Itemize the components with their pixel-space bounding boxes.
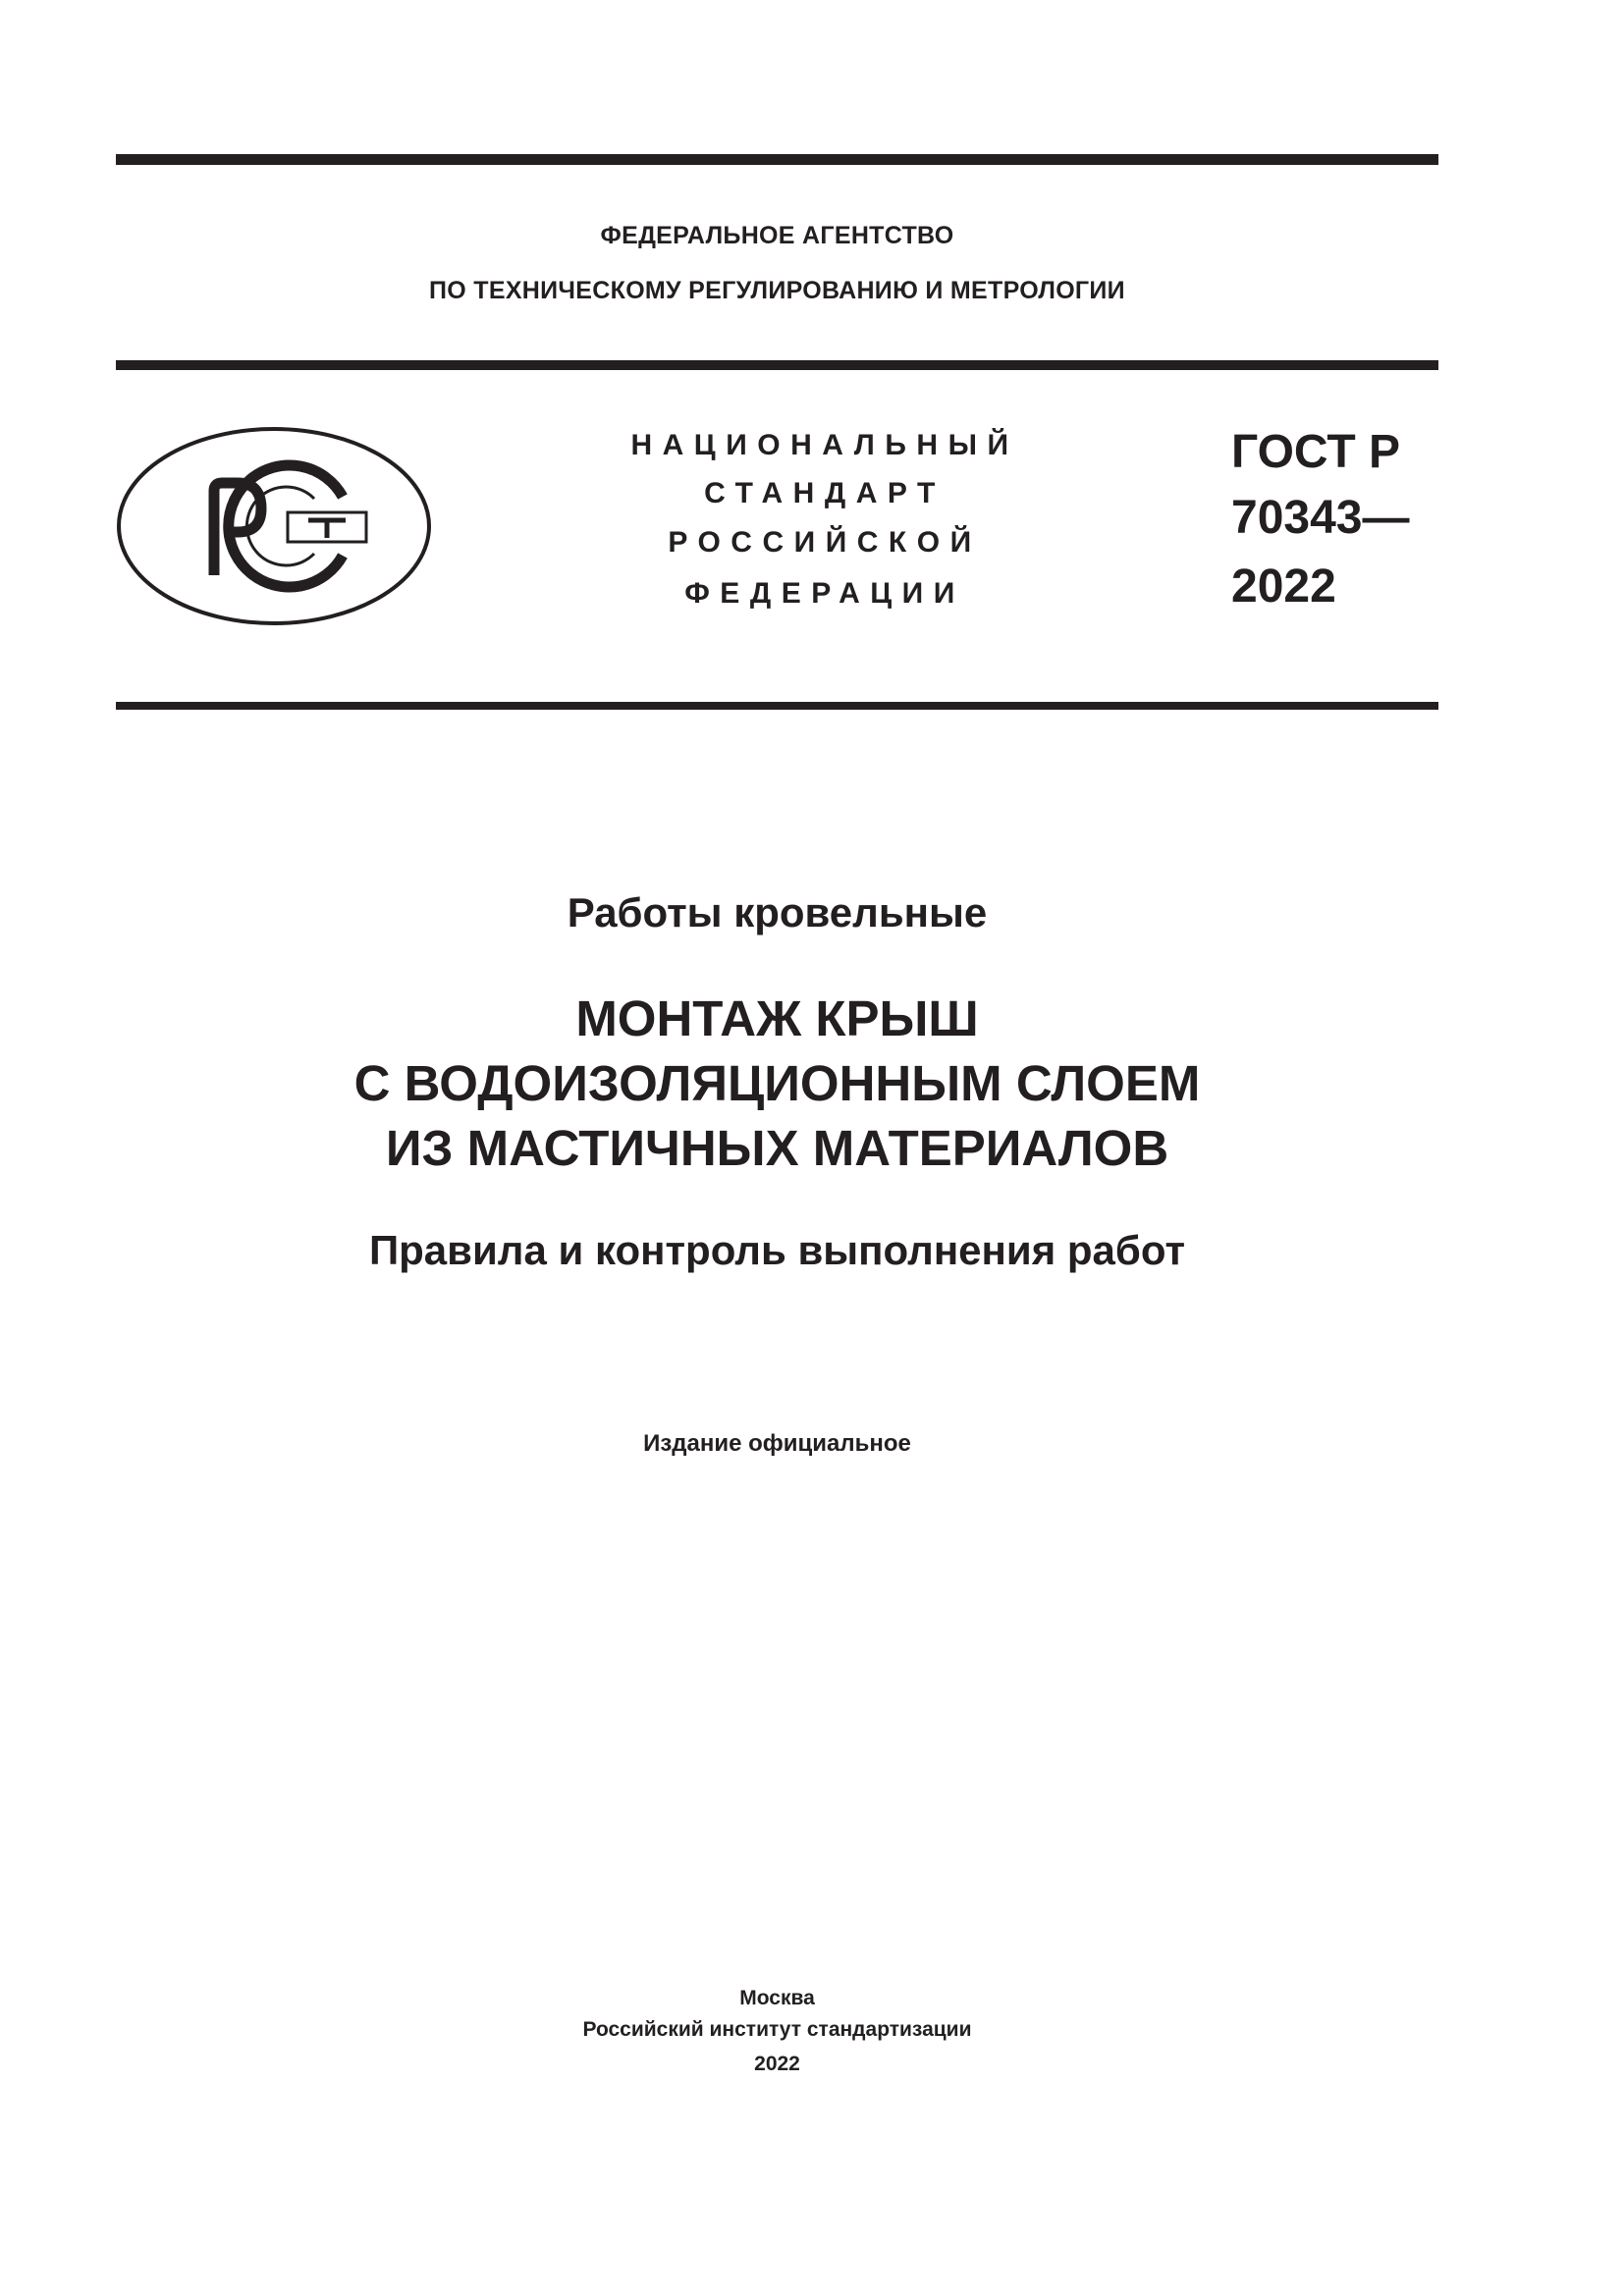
standard-type-line2: СТАНДАРТ [704,477,946,509]
document-title-line3: ИЗ МАСТИЧНЫХ МАТЕРИАЛОВ [385,1120,1169,1176]
header-rule [116,360,1438,370]
standard-type-line3: РОССИЙСКОЙ [668,526,982,559]
document-title-line1: МОНТАЖ КРЫШ [575,990,979,1046]
agency-name-line1: ФЕДЕРАЛЬНОЕ АГЕНТСТВО [600,222,954,249]
designation-line1: ГОСТ Р [1231,426,1401,478]
designation-line2: 70343— [1231,492,1410,544]
footer-year: 2022 [754,2053,800,2075]
document-title-line2: С ВОДОИЗОЛЯЦИОННЫМ СЛОЕМ [353,1055,1201,1111]
top-rule [116,154,1438,165]
edition-label: Издание официальное [643,1430,911,1457]
document-title-rules: Правила и контроль выполнения работ [368,1227,1186,1273]
footer-city: Москва [739,1987,815,2009]
agency-name-line2: ПО ТЕХНИЧЕСКОМУ РЕГУЛИРОВАНИЮ И МЕТРОЛОГИИ [429,277,1125,304]
designation-line3: 2022 [1231,561,1336,613]
section-rule [116,702,1438,710]
document-subtitle: Работы кровельные [567,889,988,935]
standard-type-line1: НАЦИОНАЛЬНЫЙ [630,429,1019,461]
footer-institute: Российский институт стандартизации [582,2018,972,2041]
standard-type-line4: ФЕДЕРАЦИИ [684,577,965,610]
rst-certification-mark-icon [116,426,432,626]
